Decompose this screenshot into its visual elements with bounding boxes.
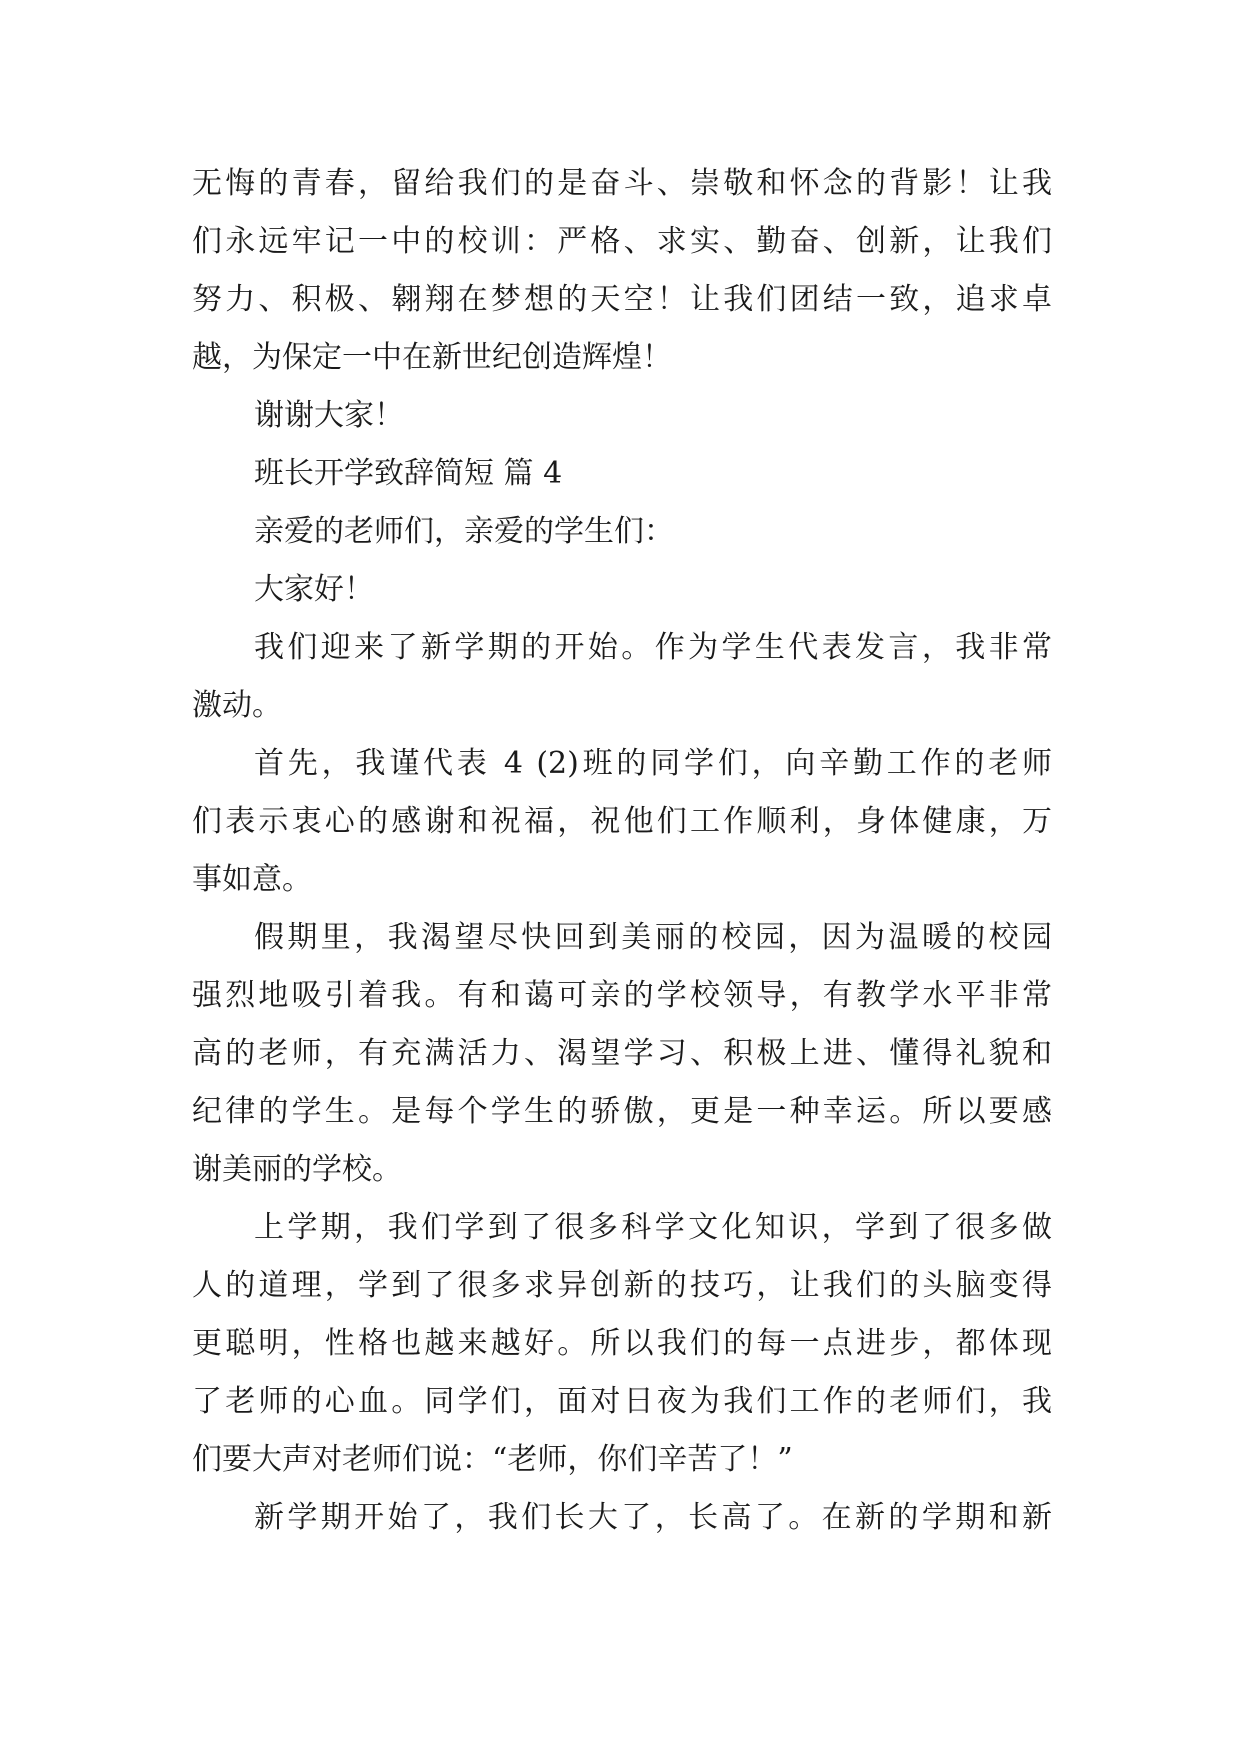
text-line: 事如意。 — [192, 862, 312, 897]
text-line: 强烈地吸引着我。有和蔼可亲的学校领导，有教学水平非常 — [192, 978, 1052, 1013]
salutation: 亲爱的老师们，亲爱的学生们： — [254, 514, 674, 549]
text-line: 高的老师，有充满活力、渴望学习、积极上进、懂得礼貌和 — [192, 1036, 1052, 1071]
closing-line: 谢谢大家！ — [254, 398, 404, 433]
text-line: 努力、积极、翱翔在梦想的天空！让我们团结一致，追求卓 — [192, 282, 1052, 317]
document-body — [192, 155, 1052, 1547]
text-line: 越，为保定一中在新世纪创造辉煌！ — [192, 340, 672, 375]
text-line: 新学期开始了，我们长大了，长高了。在新的学期和新 — [254, 1500, 1052, 1535]
text-line: 更聪明，性格也越来越好。所以我们的每一点进步，都体现 — [192, 1326, 1052, 1361]
text-line: 了老师的心血。同学们，面对日夜为我们工作的老师们，我 — [192, 1384, 1052, 1419]
text-line: 激动。 — [192, 688, 282, 723]
section-heading: 班长开学致辞简短 篇 4 — [254, 456, 563, 491]
text-line: 们永远牢记一中的校训：严格、求实、勤奋、创新，让我们 — [192, 224, 1052, 259]
text-line: 们表示衷心的感谢和祝福，祝他们工作顺利，身体健康，万 — [192, 804, 1052, 839]
text-line: 谢美丽的学校。 — [192, 1152, 402, 1187]
text-line: 首先，我谨代表 4 (2)班的同学们，向辛勤工作的老师 — [254, 746, 1052, 781]
text-line: 无悔的青春，留给我们的是奋斗、崇敬和怀念的背影！让我 — [192, 166, 1052, 201]
text-line: 假期里，我渴望尽快回到美丽的校园，因为温暖的校园 — [254, 920, 1052, 955]
text-line: 们要大声对老师们说：“老师，你们辛苦了！” — [192, 1442, 793, 1477]
text-line: 我们迎来了新学期的开始。作为学生代表发言，我非常 — [254, 630, 1052, 665]
greeting: 大家好！ — [254, 572, 374, 607]
text-line: 纪律的学生。是每个学生的骄傲，更是一种幸运。所以要感 — [192, 1094, 1052, 1129]
text-line: 上学期，我们学到了很多科学文化知识，学到了很多做 — [254, 1210, 1052, 1245]
text-line: 人的道理，学到了很多求异创新的技巧，让我们的头脑变得 — [192, 1268, 1052, 1303]
